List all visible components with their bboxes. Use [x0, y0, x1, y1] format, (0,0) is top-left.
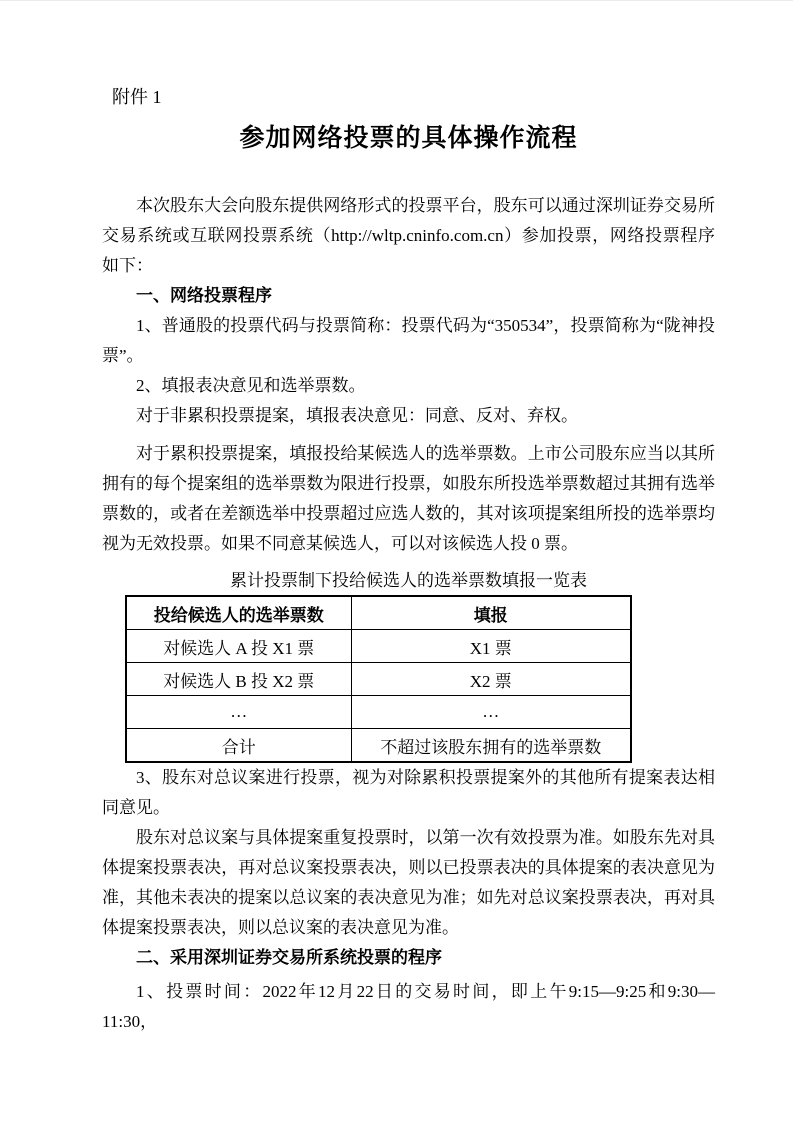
table-cell: 合计	[126, 729, 351, 763]
intro-paragraph: 本次股东大会向股东提供网络形式的投票平台，股东可以通过深圳证券交易所交易系统或互联网投票系统（http://wltp.cninfo.com.cn）参加投票，网络投票程序如下：	[102, 196, 715, 275]
para-voting-time: 1、投票时间：2022年12月22日的交易时间，即上午9:15—9:25和9:30—11:30，	[102, 982, 715, 1031]
table-cell: …	[126, 696, 351, 729]
table-cell: X1 票	[351, 630, 631, 663]
document-title: 参加网络投票的具体操作流程	[239, 124, 578, 152]
para-voting-code: 1、普通股的投票代码与投票简称：投票代码为“350534”，投票简称为“陇神投票”。	[102, 316, 715, 365]
table-cell: 对候选人 A 投 X1 票	[126, 630, 351, 663]
table-cell: 对候选人 B 投 X2 票	[126, 663, 351, 696]
para-cumulative: 对于累积投票提案，填报投给某候选人的选举票数。上市公司股东应当以其所拥有的每个提案组的选举票数为限进行投票，如股东所投选举票数超过其拥有选举票数的，或者在差额选举中投票超过应选人数的，其对该项提案组所投的选举票均视为无效投票。如果不同意某候选人，可以对该候选人投 0 票。	[102, 444, 715, 553]
para-fill-in: 2、填报表决意见和选举票数。	[136, 376, 366, 395]
attachment-label: 附件 1	[112, 87, 162, 107]
para-general-motion: 3、股东对总议案进行投票，视为对除累积投票提案外的其他所有提案表达相同意见。	[102, 768, 715, 817]
table-cell: X2 票	[351, 663, 631, 696]
section1-heading: 一、网络投票程序	[136, 286, 272, 305]
table-row	[126, 630, 631, 663]
section2-heading: 二、采用深圳证券交易所系统投票的程序	[136, 948, 442, 967]
table-cell: 不超过该股东拥有的选举票数	[351, 729, 631, 763]
table-row	[126, 696, 631, 729]
table-row	[126, 729, 631, 763]
table-caption: 累计投票制下投给候选人的选举票数填报一览表	[230, 571, 587, 590]
para-repeat-voting: 股东对总议案与具体提案重复投票时，以第一次有效投票为准。如股东先对具体提案投票表决，再对总议案投票表决，则以已投票表决的具体提案的表决意见为准，其他未表决的提案以总议案的表决意见为准；如先对总议案投票表决，再对具体提案投票表决，则以总议案的表决意见为准。	[102, 828, 715, 937]
ballot-table	[125, 595, 632, 763]
table-cell: …	[351, 696, 631, 729]
table-header-row	[126, 596, 631, 630]
table-header-fill: 填报	[351, 596, 631, 630]
table-header-votes: 投给候选人的选举票数	[126, 596, 351, 630]
table-row	[126, 663, 631, 696]
para-non-cumulative: 对于非累积投票提案，填报表决意见：同意、反对、弃权。	[136, 406, 578, 425]
